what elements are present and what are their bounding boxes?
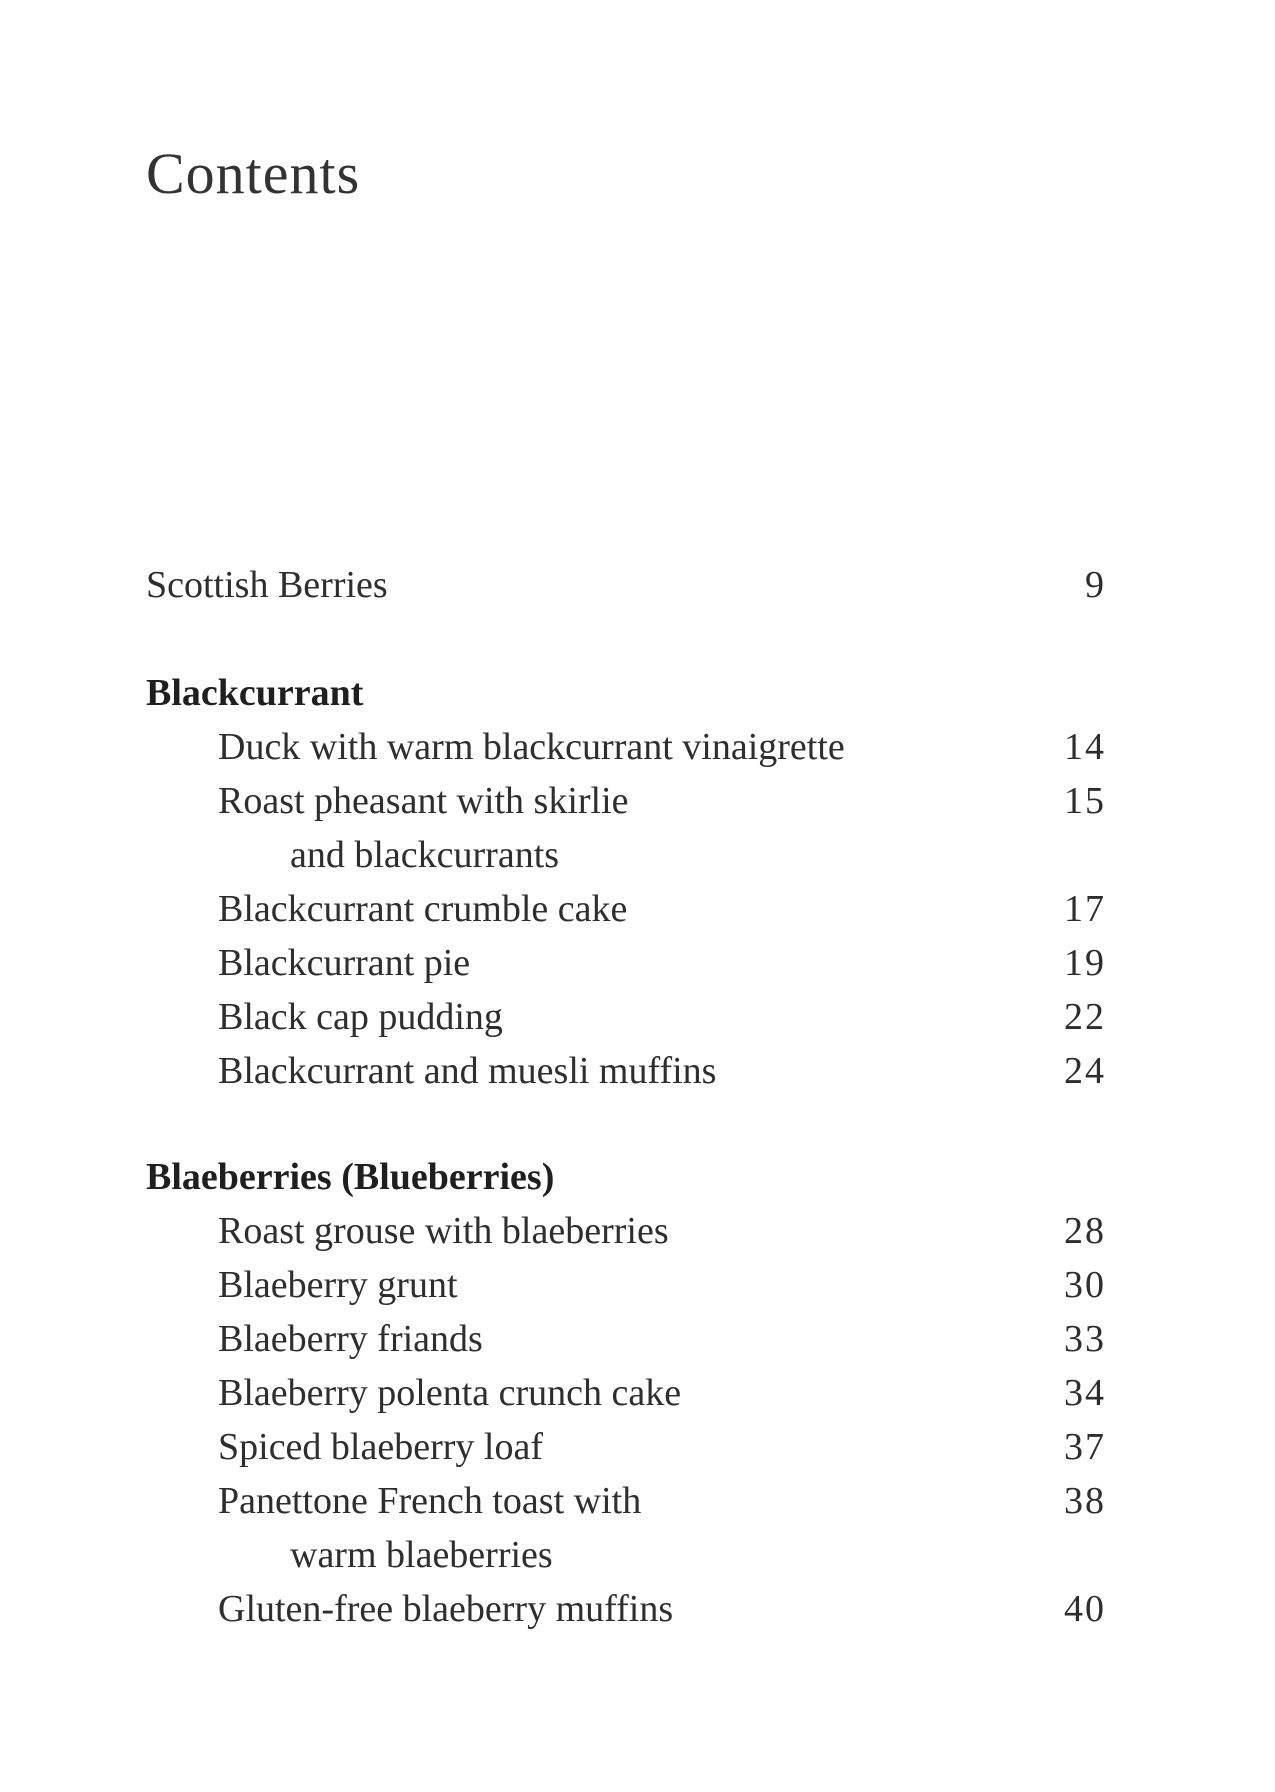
toc-page-number: 17 [1064,888,1106,930]
toc-entry-label: Scottish Berries [146,564,388,606]
toc-section-heading [146,666,1106,720]
toc-entry-label: Blackcurrant and muesli muffins [218,1050,717,1092]
toc-page-number: 19 [1064,942,1106,984]
toc-entry-continuation[interactable] [146,1528,1106,1582]
spacer [146,1098,1106,1150]
toc-entry-label: Roast grouse with blaeberries [218,1210,669,1252]
toc-entry-label: Panettone French toast with [218,1480,642,1522]
toc-page-number: 30 [1064,1264,1106,1306]
toc-page-number: 38 [1064,1480,1106,1522]
toc-entry-intro[interactable] [146,558,1106,612]
toc-entry-label: Black cap pudding [218,996,503,1038]
toc-entry-continuation-label: warm blaeberries [290,1534,553,1576]
toc-entry[interactable] [146,774,1106,828]
toc-page-number: 34 [1064,1372,1106,1414]
toc-entry[interactable] [146,936,1106,990]
toc-entry[interactable] [146,1312,1106,1366]
toc-entry[interactable] [146,1258,1106,1312]
toc-page-number: 40 [1064,1588,1106,1630]
toc-entry-label: Blaeberry friands [218,1318,483,1360]
toc-entry-continuation-label: and blackcurrants [290,834,560,876]
toc-page-number: 9 [1085,564,1106,606]
toc-entry-label: Blackcurrant crumble cake [218,888,628,930]
toc-entry-continuation[interactable] [146,828,1106,882]
toc-entry[interactable] [146,1204,1106,1258]
toc-page-number: 22 [1064,996,1106,1038]
toc-entry[interactable] [146,1420,1106,1474]
toc-entry[interactable] [146,1366,1106,1420]
toc-section-heading [146,1150,1106,1204]
toc-entry-label: Blackcurrant pie [218,942,471,984]
toc-entry-label: Gluten-free blaeberry muffins [218,1588,674,1630]
toc-entry-label: Blaeberry grunt [218,1264,458,1306]
toc-page-number: 24 [1064,1050,1106,1092]
toc-entry-label: Duck with warm blackcurrant vinaigrette [218,726,845,768]
toc-entry-label: Spiced blaeberry loaf [218,1426,543,1468]
spacer [146,612,1106,666]
table-of-contents [146,558,1106,1636]
toc-page-number: 37 [1064,1426,1106,1468]
toc-entry[interactable] [146,990,1106,1044]
section-heading-label: Blaeberries (Blueberries) [146,1156,555,1198]
toc-entry[interactable] [146,1474,1106,1528]
toc-entry[interactable] [146,1582,1106,1636]
toc-entry[interactable] [146,720,1106,774]
toc-page-number: 33 [1064,1318,1106,1360]
toc-page-number: 28 [1064,1210,1106,1252]
toc-page-number: 15 [1064,780,1106,822]
page-title: Contents [146,141,361,206]
toc-page-number: 14 [1064,726,1106,768]
toc-entry[interactable] [146,882,1106,936]
toc-entry-label: Roast pheasant with skirlie [218,780,629,822]
toc-entry[interactable] [146,1044,1106,1098]
toc-entry-label: Blaeberry polenta crunch cake [218,1372,682,1414]
section-heading-label: Blackcurrant [146,672,364,714]
